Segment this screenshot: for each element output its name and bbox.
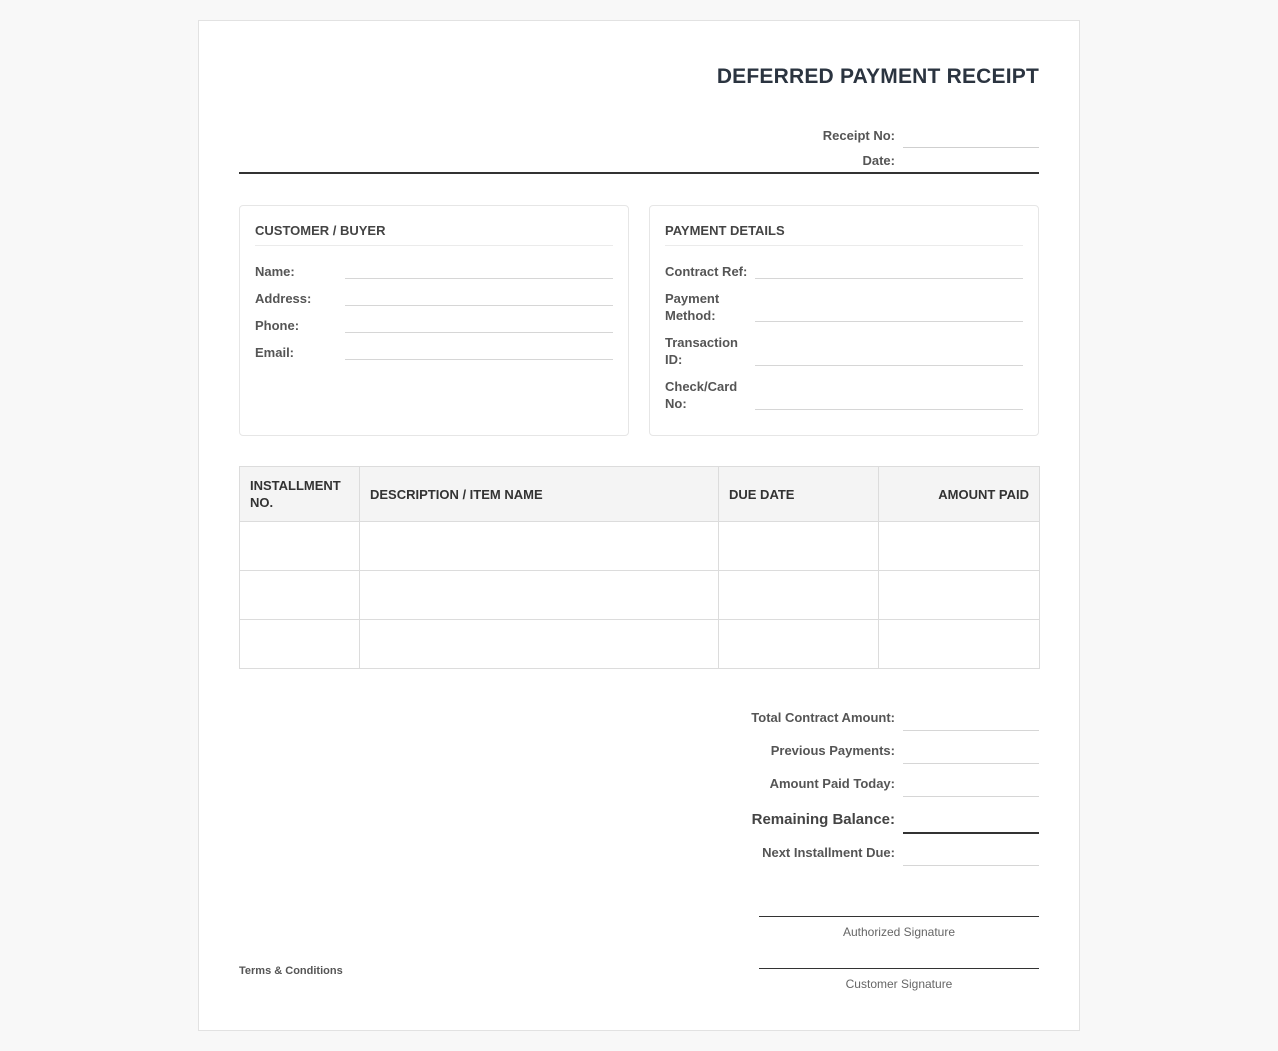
customer-address-label: Address: bbox=[255, 291, 312, 306]
receipt-title: DEFERRED PAYMENT RECEIPT bbox=[716, 65, 1039, 88]
table-row bbox=[240, 620, 1040, 669]
header-divider bbox=[239, 172, 1039, 174]
payment-method-field bbox=[665, 290, 1023, 322]
amount-paid-today-field[interactable] bbox=[903, 796, 1039, 797]
terms-and-conditions: Terms & Conditions bbox=[239, 965, 343, 977]
table-cell[interactable] bbox=[719, 522, 879, 571]
payment-method-label: Payment Method: bbox=[665, 291, 720, 323]
customer-signature-block bbox=[759, 968, 1039, 991]
authorized-signature-caption: Authorized Signature bbox=[842, 925, 956, 939]
receipt-no-field[interactable] bbox=[903, 147, 1039, 148]
next-installment-row bbox=[719, 840, 1039, 866]
table-row bbox=[240, 571, 1040, 620]
receipt-content bbox=[239, 21, 1039, 1030]
table-row bbox=[240, 522, 1040, 571]
date-row bbox=[719, 149, 1039, 173]
customer-name-input[interactable] bbox=[345, 278, 613, 279]
remaining-balance-label: Remaining Balance: bbox=[751, 811, 895, 828]
column-header-amount-paid: AMOUNT PAID bbox=[879, 467, 1040, 522]
previous-payments-field[interactable] bbox=[903, 763, 1039, 764]
table-cell[interactable] bbox=[360, 620, 719, 669]
next-installment-label: Next Installment Due: bbox=[762, 845, 895, 860]
check-card-field bbox=[665, 378, 1023, 410]
table-cell[interactable] bbox=[719, 571, 879, 620]
table-cell[interactable] bbox=[360, 571, 719, 620]
customer-name-field bbox=[255, 263, 613, 279]
payment-box-title: PAYMENT DETAILS bbox=[665, 223, 1023, 246]
date-label: Date: bbox=[862, 153, 895, 168]
remaining-balance-row bbox=[719, 804, 1039, 834]
table-cell[interactable] bbox=[879, 571, 1040, 620]
authorized-signature-block bbox=[759, 916, 1039, 939]
table-cell[interactable] bbox=[360, 522, 719, 571]
remaining-balance-field[interactable] bbox=[903, 832, 1039, 834]
customer-address-field bbox=[255, 290, 613, 306]
contract-ref-label: Contract Ref: bbox=[665, 264, 748, 279]
table-header-row bbox=[240, 467, 1040, 522]
table-cell[interactable] bbox=[240, 620, 360, 669]
table-cell[interactable] bbox=[240, 571, 360, 620]
previous-payments-label: Previous Payments: bbox=[770, 743, 895, 758]
customer-phone-field bbox=[255, 317, 613, 333]
customer-phone-input[interactable] bbox=[345, 332, 613, 333]
receipt-sheet bbox=[198, 20, 1080, 1031]
customer-email-label: Email: bbox=[255, 345, 295, 360]
customer-signature-caption: Customer Signature bbox=[845, 977, 953, 991]
customer-email-input[interactable] bbox=[345, 359, 613, 360]
previous-payments-row bbox=[719, 738, 1039, 764]
total-contract-label: Total Contract Amount: bbox=[751, 710, 895, 725]
customer-address-input[interactable] bbox=[345, 305, 613, 306]
table-cell[interactable] bbox=[879, 522, 1040, 571]
table-cell[interactable] bbox=[879, 620, 1040, 669]
customer-phone-label: Phone: bbox=[255, 318, 300, 333]
next-installment-field[interactable] bbox=[903, 865, 1039, 866]
check-card-input[interactable] bbox=[755, 409, 1023, 410]
transaction-id-input[interactable] bbox=[755, 365, 1023, 366]
receipt-no-label: Receipt No: bbox=[822, 128, 895, 143]
total-contract-row bbox=[719, 705, 1039, 731]
customer-box bbox=[239, 205, 629, 436]
payment-method-input[interactable] bbox=[755, 321, 1023, 322]
customer-email-field bbox=[255, 344, 613, 360]
installments-table bbox=[239, 466, 1040, 669]
amount-paid-today-label: Amount Paid Today: bbox=[769, 776, 895, 791]
payment-details-box bbox=[649, 205, 1039, 436]
column-header-description: DESCRIPTION / ITEM NAME bbox=[360, 467, 719, 522]
column-header-installment: INSTALLMENT NO. bbox=[240, 467, 360, 522]
customer-signature-line[interactable] bbox=[759, 968, 1039, 969]
amount-paid-today-row bbox=[719, 771, 1039, 797]
customer-box-title: CUSTOMER / BUYER bbox=[255, 223, 613, 246]
transaction-id-label: Transaction ID: bbox=[665, 335, 738, 367]
column-header-due-date: DUE DATE bbox=[719, 467, 879, 522]
receipt-no-row bbox=[719, 124, 1039, 148]
contract-ref-field bbox=[665, 263, 1023, 279]
table-cell[interactable] bbox=[240, 522, 360, 571]
total-contract-field[interactable] bbox=[903, 730, 1039, 731]
authorized-signature-line[interactable] bbox=[759, 916, 1039, 917]
check-card-label: Check/Card No: bbox=[665, 379, 738, 411]
table-cell[interactable] bbox=[719, 620, 879, 669]
transaction-id-field bbox=[665, 334, 1023, 366]
customer-name-label: Name: bbox=[255, 264, 295, 279]
contract-ref-input[interactable] bbox=[755, 278, 1023, 279]
